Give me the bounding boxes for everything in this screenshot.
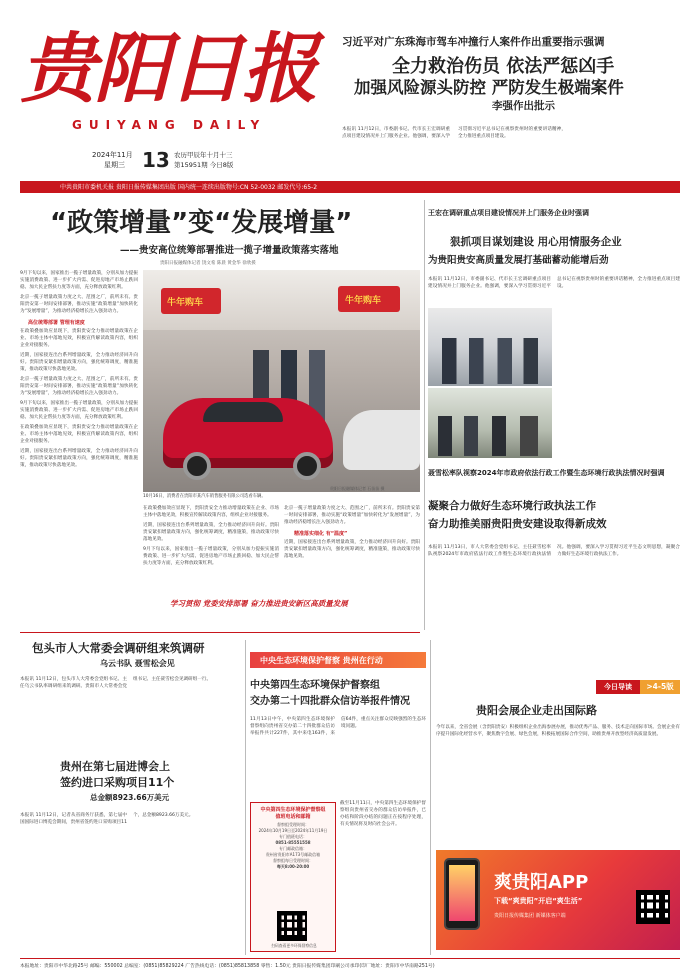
right-story-1-title1: 狠抓项目谋划建设 用心用情服务企业	[450, 236, 622, 248]
lead-column-left	[20, 270, 138, 620]
ad-sub: 贵阳日报传媒集团 新媒体客户端	[494, 913, 566, 919]
top-story-line2: 加强风险源头防控 严防发生极端案件	[354, 78, 624, 97]
photo-sign-left	[161, 288, 221, 314]
left-story-3-subtitle: 总金额8923.66万美元	[90, 793, 170, 802]
right-story-1-text: 本报讯 11月12日，市委副书记、代市长王宏调研重点项目建设情况并上门服务企业。他强调，要深入学习贯彻习近平总书记在视察贵州时的重要讲话精神，全力推进重点项目建设。	[428, 277, 680, 289]
today-guide-label: 今日导读	[596, 680, 640, 694]
lead-text-11: 9月下旬以来，国家推出一揽子增量政策，分别从加力提振实施消费政策、进一步扩大内需、促进房地产市场止跌回稳、加大民企帮扶力度等方面，充分释放政策红利。	[143, 547, 279, 566]
footer-rule	[20, 958, 680, 959]
notice-title2: 值班电话和邮箱	[275, 814, 311, 820]
left-story-3-body	[20, 812, 240, 952]
lead-subtitle: ——贵安高位统筹部署推进一揽子增量政策落实落地	[120, 245, 339, 256]
ad-tagline: 下载“爽贵阳”开启“爽生活”	[494, 897, 583, 905]
right-story-1[interactable]	[428, 208, 680, 272]
rule-main	[20, 632, 420, 633]
center-story[interactable]	[250, 676, 426, 720]
lead-section-head-1: 高位统筹部署 管理有速度	[28, 320, 85, 326]
masthead-logo: 贵阳日报	[20, 24, 316, 113]
lead-banner-text: 学习贯彻 党委安排部署 奋力推进贵安新区高质量发展	[170, 599, 348, 608]
notice-line1: 督察组受理时间：	[277, 822, 309, 827]
notice-qr-caption: 扫码查看更多环保督察信息	[271, 943, 317, 948]
top-story-line1: 全力救治伤员 依法严惩凶手	[392, 56, 615, 77]
lead-photo-credit: 贵阳日报融媒体记者 石苗苗 摄	[330, 486, 385, 491]
right-story-2-title2: 奋力助推美丽贵阳贵安建设取得新成效	[428, 518, 607, 530]
notice-line8: 每天8:00-20:00	[276, 864, 310, 869]
center-title2: 交办第二十四批群众信访举报件情况	[250, 696, 410, 707]
notice-line2: 2024年10月19日至2024年11月19日	[258, 828, 328, 833]
today-guide-body: 今年以来，全省会展（含贵阳贵安）积极组织企业出海参展办展，推动优秀产品、服务、技术走向国际市场。会展企业有序提升国际化经营水平，聚焦数字会展、绿色会展，积极拓展国际合作空间，助推贵州开放型经济高质量发展。	[436, 725, 680, 737]
lead-text-4: 近期，国家接连出台系列增量政策，全力推动经济回升向好。贵阳贵安紧扣增量政策方向，强化统筹调度，精准施策，推动政策尽快落地见效。	[20, 353, 138, 372]
date-issue: 第15951期 今日8版	[174, 161, 234, 169]
left-story-2-text: 本报讯 11月12日，包头市人大常委会党组书记、主任乌云书队率调研组来筑调研。贵阳市人大常委会党组书记、主任聂雪松会见调研组一行。	[20, 677, 212, 689]
notice-title1: 中央第四生态环境保护督察组	[260, 807, 326, 813]
center-text-2: 截至11月11日，中央第四生态环境保护督察组向贵州省交办的群众信访举报件，已办结和阶段办结的问题正在按程序处理，有关情况将及时向社会公开。	[340, 801, 426, 827]
center-text: 11月13日中午，中央第四生态环境保护督察组向贵州省交办第二十四批群众信访举报件共计227件，其中来电163件，来信64件，重点关注群众反映强烈的生态环境问题。	[250, 717, 426, 736]
ad-qr-code[interactable]	[636, 890, 670, 924]
right-story-2-text: 本报讯 11月13日，市人大常委会党组书记、主任聂雪松率队视察2024年市政府依法行政工作暨生态环境行政执法情况。他强调，要深入学习贯彻习近平生态文明思想，凝聚合力做好生态环境行政执法工作。	[428, 545, 680, 557]
lead-text-9: 在政策叠加效应显现下，贵阳贵安全力推动增量政策在企业、市场主体中落地见效，积极宣传解读政策内容，组织企业对接服务。	[143, 506, 279, 518]
masthead-pinyin: GUIYANG DAILY	[72, 118, 267, 132]
ad-phone	[444, 858, 480, 930]
info-bar-text: 中共贵阳市委机关报 贵阳日报传媒集团出版 国内统一连续出版物号:CN 52-0032 邮发代号:65-2	[60, 184, 318, 191]
lead-text-13: 近期，国家接连出台系列增量政策，全力推动经济回升向好。贵阳贵安紧扣增量政策方向，强化统筹调度，精准施策，推动政策尽快落地见效。	[284, 540, 420, 559]
left-story-2-title: 包头市人大常委会调研组来筑调研	[32, 641, 205, 655]
photo-group	[438, 416, 538, 456]
lead-text-2: 北京一揽子增量政策力度之大、范围之广，前所未有。贵阳贵安第一时间安排部署，推动实施“政策增量”加快转化为“发展增量”，为推动经济稳增长注入强劲动力。	[20, 295, 138, 314]
photo-car-wheel	[183, 452, 211, 480]
right-story-2-title1: 凝聚合力做好生态环境行政执法工作	[428, 500, 596, 512]
top-story-line3: 李强作出批示	[492, 100, 555, 112]
left-story-3[interactable]	[20, 758, 240, 810]
footer: 本报地址：贵阳市中华北路25号 邮编：550002 总编室：(0851)85829224 广告热线电话：(0851)85813858 零售：1.50元 贵阳日报传媒集团印刷公司承印(印厂地址：贵阳市中华南路251号)	[20, 964, 435, 969]
right-story-1-photo[interactable]	[428, 308, 552, 386]
today-guide-page: >4-5版	[640, 680, 680, 694]
date-lunar: 农历甲辰年十月十三	[174, 151, 233, 159]
center-body	[250, 716, 426, 798]
lead-byline: 贵阳日报融媒体记者 饶文希 陈晨 黄金华 徐欣援	[160, 261, 256, 266]
left-story-3-title2: 签约进口采购项目11个	[60, 776, 175, 789]
center-banner-text: 中央生态环境保护督察 贵州在行动	[260, 656, 383, 665]
left-story-3-title1: 贵州在第七届进博会上	[60, 760, 170, 773]
left-story-2-body	[20, 676, 240, 744]
info-bar	[20, 181, 680, 193]
photo-car-wheel	[293, 452, 321, 480]
today-guide-title: 贵阳会展企业走出国际路	[476, 704, 597, 717]
notice-line5: 专门邮政信箱：	[279, 846, 307, 851]
notice-line6: 贵州省贵阳市A173号邮政信箱	[265, 852, 321, 857]
app-ad[interactable]	[436, 850, 680, 950]
right-story-2[interactable]	[428, 468, 680, 540]
left-story-2-subtitle: 乌云书队 聂雪松会见	[100, 659, 175, 668]
photo-sign-right	[338, 286, 400, 312]
date-day: 13	[142, 148, 170, 172]
photo-car-white	[343, 410, 420, 470]
notice-box	[250, 802, 336, 952]
date-ym: 2024年11月	[92, 151, 133, 159]
top-story-text: 本报讯 11月12日，市委副书记、代市长王宏调研重点项目建设情况并上门服务企业。他强调，要深入学习贯彻习近平总书记在视察贵州时的重要讲话精神，全力推进重点项目建设。	[342, 127, 566, 139]
center-body-right	[340, 800, 426, 950]
lead-text-5: 北京一揽子增量政策力度之大、范围之广，前所未有。贵阳贵安第一时间安排部署，推动实施“政策增量”加快转化为“发展增量”，为推动经济稳增长注入强劲动力。	[20, 377, 138, 396]
center-title1: 中央第四生态环境保护督察组	[250, 680, 380, 691]
right-story-2-body	[428, 544, 680, 654]
notice-line4: 0851-85551558	[275, 840, 311, 845]
ad-phone-screen	[449, 865, 475, 921]
notice-qr-code[interactable]	[277, 911, 307, 941]
lead-text-12: 北京一揽子增量政策力度之大、范围之广，前所未有。贵阳贵安第一时间安排部署，推动实施“政策增量”加快转化为“发展增量”，为推动经济稳增长注入强劲动力。	[284, 506, 420, 525]
ad-title: 爽贵阳APP	[494, 872, 589, 893]
today-guide[interactable]	[436, 680, 680, 830]
top-story-body	[342, 126, 682, 176]
lead-text-10: 近期，国家接连出台系列增量政策，全力推动经济回升向好。贵阳贵安紧扣增量政策方向，强化统筹调度，精准施策，推动政策尽快落地见效。	[143, 523, 279, 542]
lead-text-7: 在政策叠加效应显现下，贵阳贵安全力推动增量政策在企业、市场主体中落地见效，积极宣传解读政策内容，组织企业对接服务。	[20, 425, 138, 444]
rule-vertical-3	[430, 640, 431, 955]
rule-vertical	[424, 200, 425, 630]
lead-section-head-2: 精准落实细化 有“温度”	[294, 531, 348, 537]
center-banner	[250, 652, 426, 668]
lead-column-right	[284, 505, 420, 605]
right-story-1-kicker: 王宏在调研重点项目建设情况并上门服务企业时强调	[428, 209, 589, 217]
lead-text-8: 近期，国家接连出台系列增量政策，全力推动经济回升向好。贵阳贵安紧扣增量政策方向，强化统筹调度，精准施策，推动政策尽快落地见效。	[20, 449, 138, 468]
lead-photo[interactable]	[143, 270, 420, 492]
lead-title: “政策增量”变“发展增量”	[50, 208, 353, 238]
photo-sign-right-text: 牛年购车	[345, 296, 382, 306]
date-weekday: 星期三	[104, 161, 125, 169]
left-story-2[interactable]	[20, 640, 240, 676]
right-story-1-title2: 为贵阳贵安高质量发展打基础蓄动能增后劲	[428, 255, 609, 266]
right-story-2-photo[interactable]	[428, 388, 552, 458]
date-block	[92, 150, 332, 174]
top-story[interactable]	[342, 34, 682, 124]
notice-line3: 专门值班电话：	[279, 834, 307, 839]
photo-car-window	[203, 402, 283, 422]
notice-line7: 督察组每日受理时间：	[273, 858, 313, 863]
left-story-3-text: 本报讯 11月12日，记者从省商务厅获悉，第七届中国国际进口博览会期间，贵州省签约进口采购项目11个，总金额8923.66万美元。	[20, 813, 194, 825]
lead-text-3: 在政策叠加效应显现下，贵阳贵安全力推动增量政策在企业、市场主体中落地见效，积极宣传解读政策内容，组织企业对接服务。	[20, 329, 138, 348]
lead-text-6: 9月下旬以来，国家推出一揽子增量政策，分别从加力提振实施消费政策、进一步扩大内需、促进房地产市场止跌回稳、加大民企帮扶力度等方面，充分释放政策红利。	[20, 401, 138, 420]
lead-banner	[170, 597, 420, 611]
lead-text-1: 9月下旬以来，国家推出一揽子增量政策，分别从加力提振实施消费政策、进一步扩大内需、促进房地产市场止跌回稳、加大民企帮扶力度等方面，充分释放政策红利。	[20, 271, 138, 290]
photo-figures	[442, 338, 538, 384]
rule-vertical-2	[245, 640, 246, 955]
photo-sign-left-text: 牛年购车	[167, 298, 204, 308]
right-story-2-kicker: 聂雪松率队视察2024年市政府依法行政工作暨生态环境行政执法情况时强调	[428, 469, 665, 477]
top-story-kicker: 习近平对广东珠海市驾车冲撞行人案件作出重要指示强调	[342, 36, 605, 48]
lead-photo-caption: 10月16日，消费者在贵阳市某汽车销售服务有限公司选看车辆。	[143, 494, 266, 499]
